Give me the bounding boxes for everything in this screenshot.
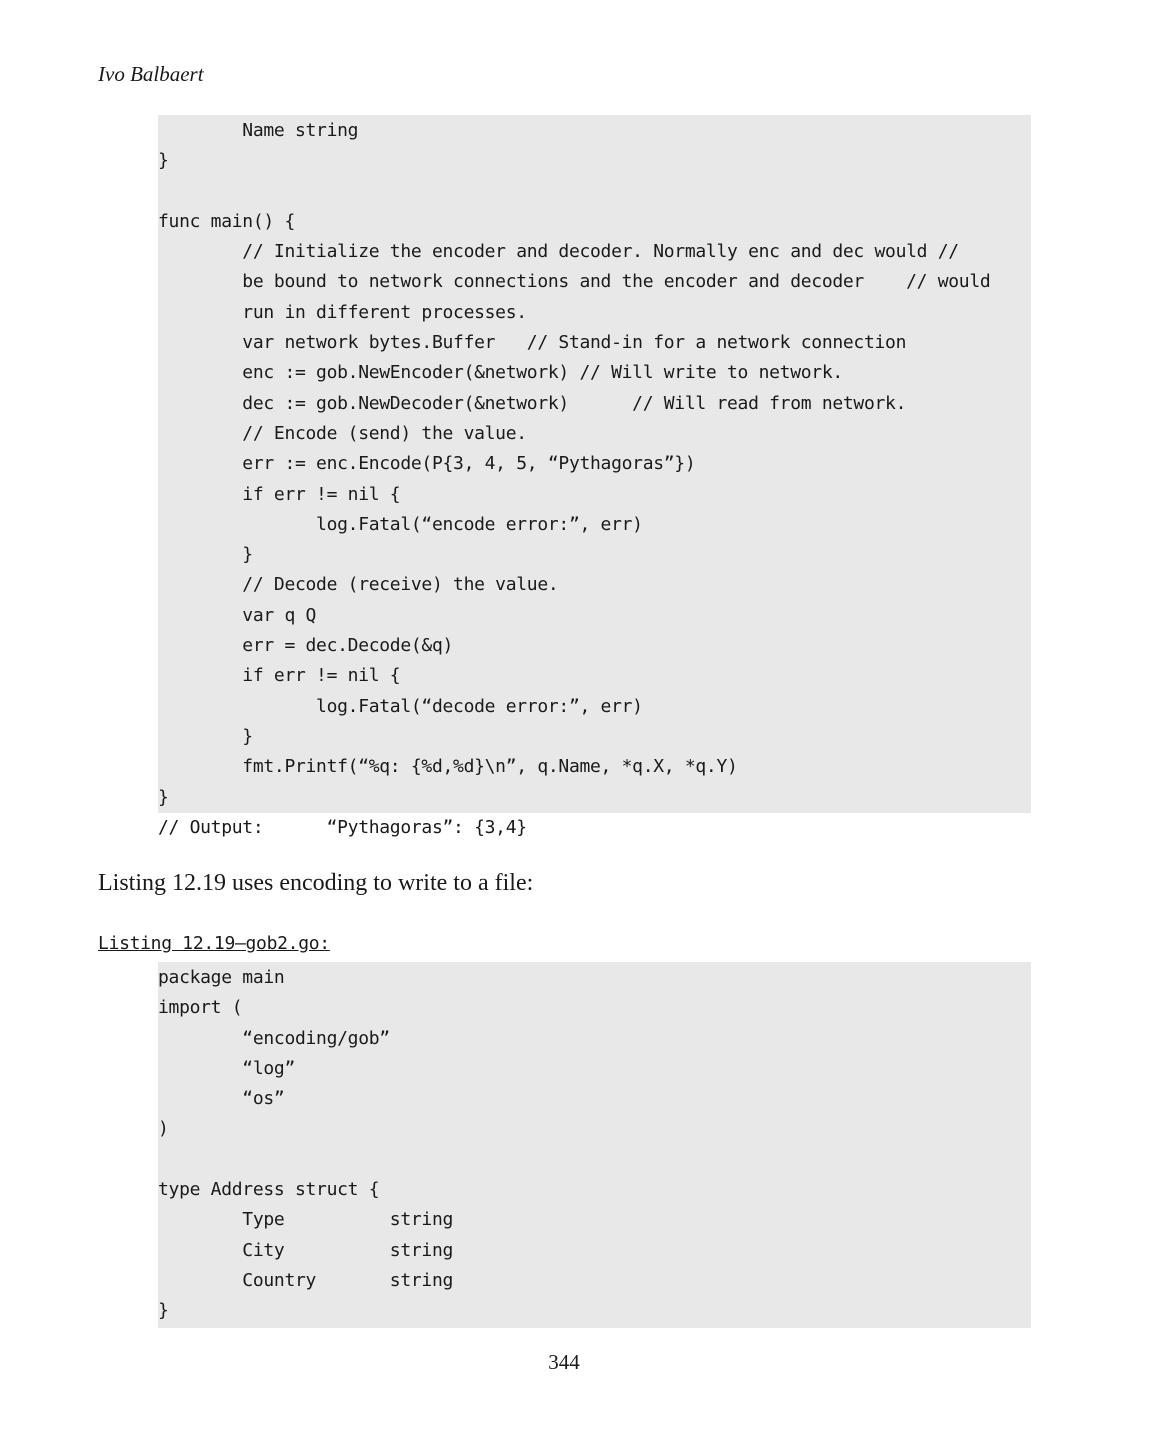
code-line bbox=[158, 177, 990, 207]
code-line: package main bbox=[158, 967, 285, 988]
code-line: } bbox=[158, 786, 169, 808]
code-line: // Encode (send) the value. bbox=[158, 422, 527, 444]
code-line: Name string bbox=[158, 120, 359, 141]
code-line: log.Fatal(“encode error:”, err) bbox=[158, 513, 643, 535]
code-line: // Decode (receive) the value. bbox=[158, 574, 559, 596]
code-line: var network bytes.Buffer // Stand-in for a network connection bbox=[158, 332, 907, 354]
code-line: err := enc.Encode(P{3, 4, 5, “Pythagoras”}) bbox=[158, 453, 696, 475]
code-line: “os” bbox=[158, 1088, 285, 1110]
code-line: } bbox=[158, 544, 253, 566]
code-line: “log” bbox=[158, 1057, 295, 1079]
code-line: } bbox=[158, 1300, 169, 1322]
code-lines bbox=[158, 116, 990, 813]
code-line: log.Fatal(“decode error:”, err) bbox=[158, 695, 643, 717]
code-line: import ( bbox=[158, 997, 243, 1019]
listing-caption: Listing 12.19—gob2.go: bbox=[98, 933, 330, 954]
code-line: City string bbox=[158, 1239, 454, 1261]
code-line: run in different processes. bbox=[158, 301, 527, 323]
code-line: if err != nil { bbox=[158, 483, 401, 505]
code-line: dec := gob.NewDecoder(&network) // Will read from network. bbox=[158, 392, 907, 414]
code-line: enc := gob.NewEncoder(&network) // Will write to network. bbox=[158, 362, 843, 384]
code-line: be bound to network connections and the encoder and decoder // would bbox=[158, 271, 991, 293]
code-block bbox=[158, 962, 1031, 1328]
code-line: Type string bbox=[158, 1209, 454, 1231]
output-comment: // Output: “Pythagoras”: {3,4} bbox=[158, 817, 527, 838]
code-line: // Initialize the encoder and decoder. Normally enc and dec would // bbox=[158, 241, 959, 263]
code-line: } bbox=[158, 725, 253, 747]
code-line: Country string bbox=[158, 1269, 454, 1291]
code-line: var q Q bbox=[158, 604, 317, 626]
code-lines bbox=[158, 963, 453, 1327]
page-number: 344 bbox=[548, 1350, 580, 1374]
code-line: if err != nil { bbox=[158, 665, 401, 687]
code-line: type Address struct { bbox=[158, 1179, 380, 1201]
code-line: func main() { bbox=[158, 210, 295, 232]
code-block bbox=[158, 115, 1031, 813]
code-line bbox=[158, 1145, 453, 1175]
running-head: Ivo Balbaert bbox=[98, 62, 204, 86]
listing-intro-paragraph: Listing 12.19 uses encoding to write to a file: bbox=[98, 870, 534, 896]
code-line: fmt.Printf(“%q: {%d,%d}\n”, q.Name, *q.X, *q.Y) bbox=[158, 756, 738, 778]
code-line: } bbox=[158, 150, 169, 172]
code-line: err = dec.Decode(&q) bbox=[158, 635, 454, 657]
code-line: ) bbox=[158, 1118, 169, 1140]
code-line: “encoding/gob” bbox=[158, 1027, 390, 1049]
